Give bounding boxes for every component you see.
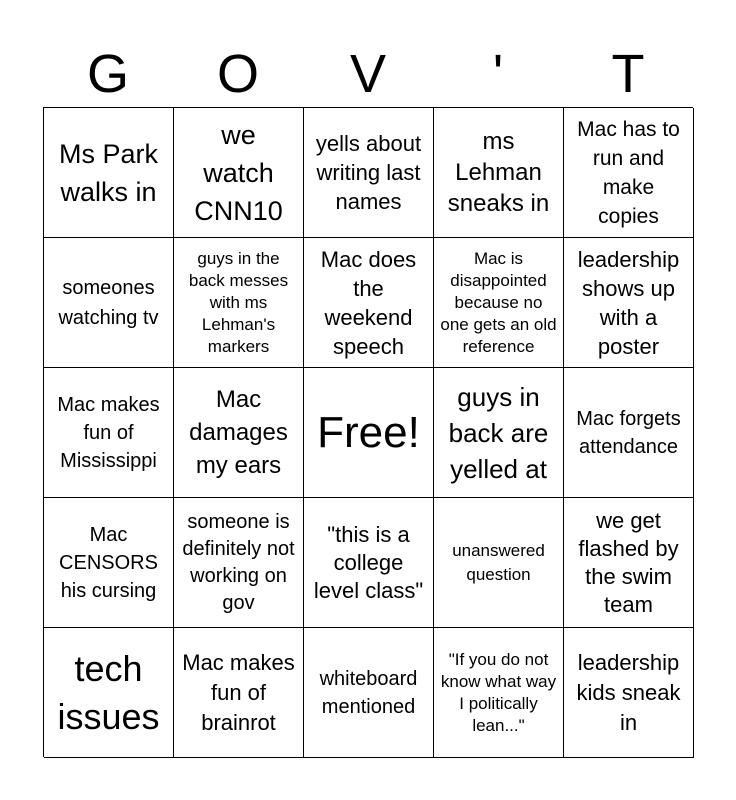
cell-text: someone is definitely not working on gov (182, 510, 295, 614)
cell-text: unanswered question (452, 540, 545, 584)
header-letter-o: O (216, 44, 259, 104)
bingo-cell-free[interactable] (304, 368, 434, 498)
cell-text: Mac forgets attendance (576, 407, 681, 458)
cell-text: Mac makes fun of Mississippi (57, 393, 160, 472)
cell-text: guys in back are yelled at (448, 381, 549, 484)
bingo-cell[interactable] (434, 238, 564, 368)
bingo-grid (43, 107, 693, 757)
cell-text: "this is a college level class" (313, 521, 424, 603)
bingo-cell[interactable] (434, 368, 564, 498)
cell-text: ms Lehman sneaks in (447, 128, 550, 217)
bingo-cell[interactable] (174, 108, 304, 238)
bingo-cell[interactable] (174, 368, 304, 498)
bingo-cell[interactable] (304, 108, 434, 238)
bingo-cell[interactable] (304, 628, 434, 758)
bingo-cell[interactable] (434, 628, 564, 758)
cell-text: Mac CENSORS his cursing (59, 523, 158, 602)
bingo-cell[interactable] (304, 238, 434, 368)
free-space-text: Free! (317, 407, 420, 457)
bingo-cell[interactable] (44, 368, 174, 498)
cell-text: whiteboard mentioned (319, 667, 418, 718)
bingo-cell[interactable] (304, 498, 434, 628)
cell-text: Mac has to run and make copies (577, 117, 680, 228)
header-letter-g: G (86, 44, 129, 104)
cell-text: guys in the back messes with ms Lehman's markers (188, 248, 289, 356)
cell-text: tech issues (57, 647, 160, 737)
cell-text: Ms Park walks in (58, 138, 158, 207)
bingo-cell[interactable] (564, 108, 694, 238)
cell-text: Mac does the weekend speech (320, 246, 417, 359)
bingo-cell[interactable] (174, 238, 304, 368)
bingo-cell[interactable] (564, 238, 694, 368)
cell-text: leadership shows up with a poster (577, 246, 680, 359)
bingo-cell[interactable] (44, 238, 174, 368)
bingo-cell[interactable] (44, 498, 174, 628)
bingo-header (43, 40, 693, 108)
bingo-cell[interactable] (44, 628, 174, 758)
cell-text: "If you do not know what way I politically lean..." (440, 649, 557, 735)
cell-text: Mac is disappointed because no one gets an old reference (440, 248, 557, 356)
cell-text: we watch CNN10 (194, 119, 283, 226)
cell-text: leadership kids sneak in (576, 649, 681, 735)
cell-text: Mac damages my ears (189, 386, 288, 479)
bingo-cell[interactable] (44, 108, 174, 238)
cell-text: we get flashed by the swim team (578, 507, 679, 617)
header-letter-apostrophe: ' (492, 44, 504, 104)
cell-text: yells about writing last names (315, 131, 422, 214)
bingo-cell[interactable] (434, 108, 564, 238)
header-letter-t: T (611, 44, 645, 104)
header-letter-v: V (349, 44, 387, 104)
bingo-cell[interactable] (564, 498, 694, 628)
bingo-cell[interactable] (564, 628, 694, 758)
bingo-cell[interactable] (434, 498, 564, 628)
cell-text: Mac makes fun of brainrot (182, 649, 295, 735)
cell-text: someones watching tv (58, 276, 159, 329)
bingo-cell[interactable] (564, 368, 694, 498)
bingo-cell[interactable] (174, 628, 304, 758)
bingo-cell[interactable] (174, 498, 304, 628)
